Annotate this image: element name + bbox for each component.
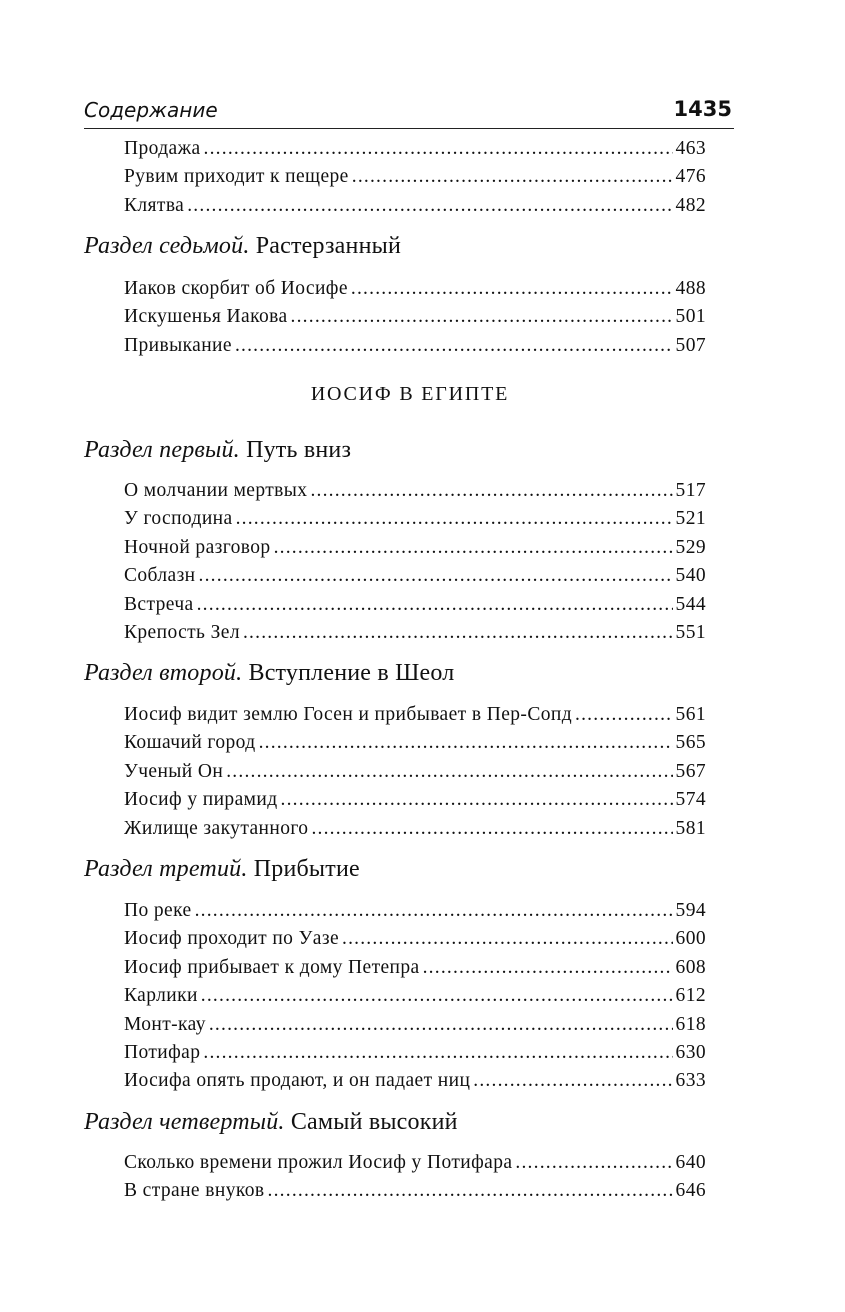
toc-entry-page: 476 [675, 166, 706, 188]
toc-entry-page: 581 [675, 817, 706, 839]
dot-leader [342, 925, 673, 953]
section-lead: Раздел седьмой. [84, 233, 250, 259]
toc-entry[interactable] [124, 1011, 706, 1039]
section-title: Путь вниз [246, 437, 352, 463]
toc-entry-page: 633 [675, 1070, 706, 1092]
toc-entry-title: В стране внуков [124, 1180, 265, 1202]
dot-leader [243, 619, 673, 647]
toc-entry[interactable] [124, 786, 706, 814]
dot-leader [268, 1177, 673, 1205]
dot-leader [236, 505, 673, 533]
section-title: Растерзанный [255, 233, 401, 259]
toc-entry-title: Монт-кау [124, 1013, 206, 1035]
toc-entry-title: О молчании мертвых [124, 480, 308, 501]
section-lead: Раздел четвертый. [84, 1109, 285, 1135]
toc-entry-page: 551 [675, 621, 706, 643]
toc-entry-title: Иосифа опять продают, и он падает ниц [124, 1070, 471, 1092]
dot-leader [197, 591, 673, 619]
toc-entry-title: Ночной разговор [124, 536, 271, 558]
dot-leader [203, 1039, 672, 1067]
toc-entry[interactable] [124, 701, 706, 729]
dot-leader [274, 534, 673, 562]
toc-entry-page: 540 [675, 565, 706, 587]
toc-entry-page: 561 [675, 704, 706, 725]
toc-entry[interactable] [124, 982, 706, 1010]
toc-entry-page: 612 [675, 985, 706, 1007]
dot-leader [515, 1149, 672, 1177]
toc-entry-page: 521 [675, 508, 706, 530]
dot-leader [310, 477, 672, 505]
section-heading-2 [84, 660, 454, 687]
toc-entry-page: 544 [675, 593, 706, 615]
toc-entry-title: Искушенья Иакова [124, 306, 288, 328]
toc-entry-title: Кошачий город [124, 732, 256, 754]
dot-leader [311, 815, 672, 843]
toc-entry-page: 574 [675, 789, 706, 811]
dot-leader [352, 163, 673, 191]
toc-entry-title: Клятва [124, 194, 185, 216]
toc-entry-title: Сколько времени прожил Иосиф у Потифара [124, 1152, 513, 1173]
toc-entry-page: 640 [675, 1152, 706, 1173]
toc-entry[interactable] [124, 303, 706, 331]
toc-entry-page: 646 [675, 1180, 706, 1202]
toc-entry-page: 630 [675, 1041, 706, 1063]
toc-entry[interactable] [124, 192, 706, 220]
toc-entry-page: 463 [675, 138, 706, 159]
section-lead: Раздел третий. [84, 856, 248, 882]
toc-entry-title: Соблазн [124, 565, 196, 587]
toc-entry-page: 608 [675, 956, 706, 978]
dot-leader [199, 562, 673, 590]
toc-entry[interactable] [124, 1039, 706, 1067]
toc-entry[interactable] [124, 275, 706, 303]
toc-entry-title: Иосиф проходит по Уазе [124, 928, 339, 950]
toc-entry-title: По реке [124, 900, 192, 921]
toc-entry-title: Карлики [124, 985, 198, 1007]
toc-entry-title: У господина [124, 508, 233, 530]
dot-leader [423, 954, 673, 982]
dot-leader [259, 729, 673, 757]
toc-entry-page: 517 [675, 480, 706, 501]
toc-entry[interactable] [124, 135, 706, 163]
section-lead: Раздел первый. [84, 437, 240, 463]
toc-block-continuation [124, 135, 706, 220]
section-heading-7 [84, 233, 401, 260]
toc-entry[interactable] [124, 815, 706, 843]
dot-leader [226, 758, 672, 786]
toc-entry-title: Крепость Зел [124, 621, 240, 643]
toc-block-section-1 [124, 477, 706, 647]
section-heading-1 [84, 437, 351, 464]
toc-entry-page: 567 [675, 760, 706, 782]
dot-leader [281, 786, 673, 814]
toc-block-section-3 [124, 897, 706, 1096]
toc-entry-title: Встреча [124, 593, 194, 615]
dot-leader [235, 332, 673, 360]
toc-entry-page: 482 [675, 194, 706, 216]
toc-block-section-4 [124, 1149, 706, 1206]
toc-entry[interactable] [124, 897, 706, 925]
dot-leader [473, 1067, 672, 1095]
toc-entry[interactable] [124, 534, 706, 562]
dot-leader [187, 192, 672, 220]
page-number: 1435 [673, 97, 732, 121]
section-title: Вступление в Шеол [248, 660, 455, 686]
toc-entry[interactable] [124, 591, 706, 619]
toc-entry-page: 618 [675, 1013, 706, 1035]
toc-block-section-7 [124, 275, 706, 360]
toc-entry[interactable] [124, 954, 706, 982]
dot-leader [204, 135, 673, 163]
toc-entry[interactable] [124, 477, 706, 505]
toc-entry-title: Жилище закутанного [124, 817, 309, 839]
toc-entry-title: Потифар [124, 1041, 201, 1063]
section-title: Прибытие [253, 856, 360, 882]
dot-leader [575, 701, 673, 729]
toc-entry-page: 594 [675, 900, 706, 921]
toc-entry[interactable] [124, 1067, 706, 1095]
toc-entry-page: 600 [675, 928, 706, 950]
toc-entry-title: Иосиф у пирамид [124, 789, 278, 811]
toc-entry[interactable] [124, 1149, 706, 1177]
toc-entry-title: Иосиф видит землю Госен и прибывает в Пер-Сопд [124, 704, 573, 725]
dot-leader [209, 1011, 673, 1039]
toc-entry[interactable] [124, 619, 706, 647]
toc-entry-title: Иосиф прибывает к дому Петепра [124, 956, 420, 978]
toc-entry-title: Продажа [124, 138, 201, 159]
dot-leader [351, 275, 673, 303]
toc-block-section-2 [124, 701, 706, 843]
toc-entry-title: Иаков скорбит об Иосифе [124, 278, 348, 299]
running-header-title: Содержание [84, 98, 218, 122]
toc-entry-page: 565 [675, 732, 706, 754]
toc-entry-title: Привыкание [124, 334, 232, 356]
dot-leader [291, 303, 673, 331]
toc-entry[interactable] [124, 505, 706, 533]
toc-entry[interactable] [124, 925, 706, 953]
toc-entry[interactable] [124, 562, 706, 590]
section-heading-4 [84, 1109, 458, 1136]
toc-entry[interactable] [124, 163, 706, 191]
section-heading-3 [84, 856, 360, 883]
dot-leader [201, 982, 673, 1010]
toc-entry-title: Ученый Он [124, 760, 224, 782]
toc-entry-title: Рувим приходит к пещере [124, 166, 349, 188]
toc-entry[interactable] [124, 332, 706, 360]
toc-entry-page: 501 [675, 306, 706, 328]
toc-entry[interactable] [124, 729, 706, 757]
toc-entry[interactable] [124, 1177, 706, 1205]
dot-leader [195, 897, 673, 925]
toc-entry[interactable] [124, 758, 706, 786]
part-title: ИОСИФ В ЕГИПТЕ [310, 383, 510, 405]
toc-entry-page: 488 [675, 278, 706, 299]
section-lead: Раздел второй. [84, 660, 243, 686]
toc-entry-page: 507 [675, 334, 706, 356]
toc-entry-page: 529 [675, 536, 706, 558]
running-header [84, 96, 734, 129]
section-title: Самый высокий [290, 1109, 458, 1135]
